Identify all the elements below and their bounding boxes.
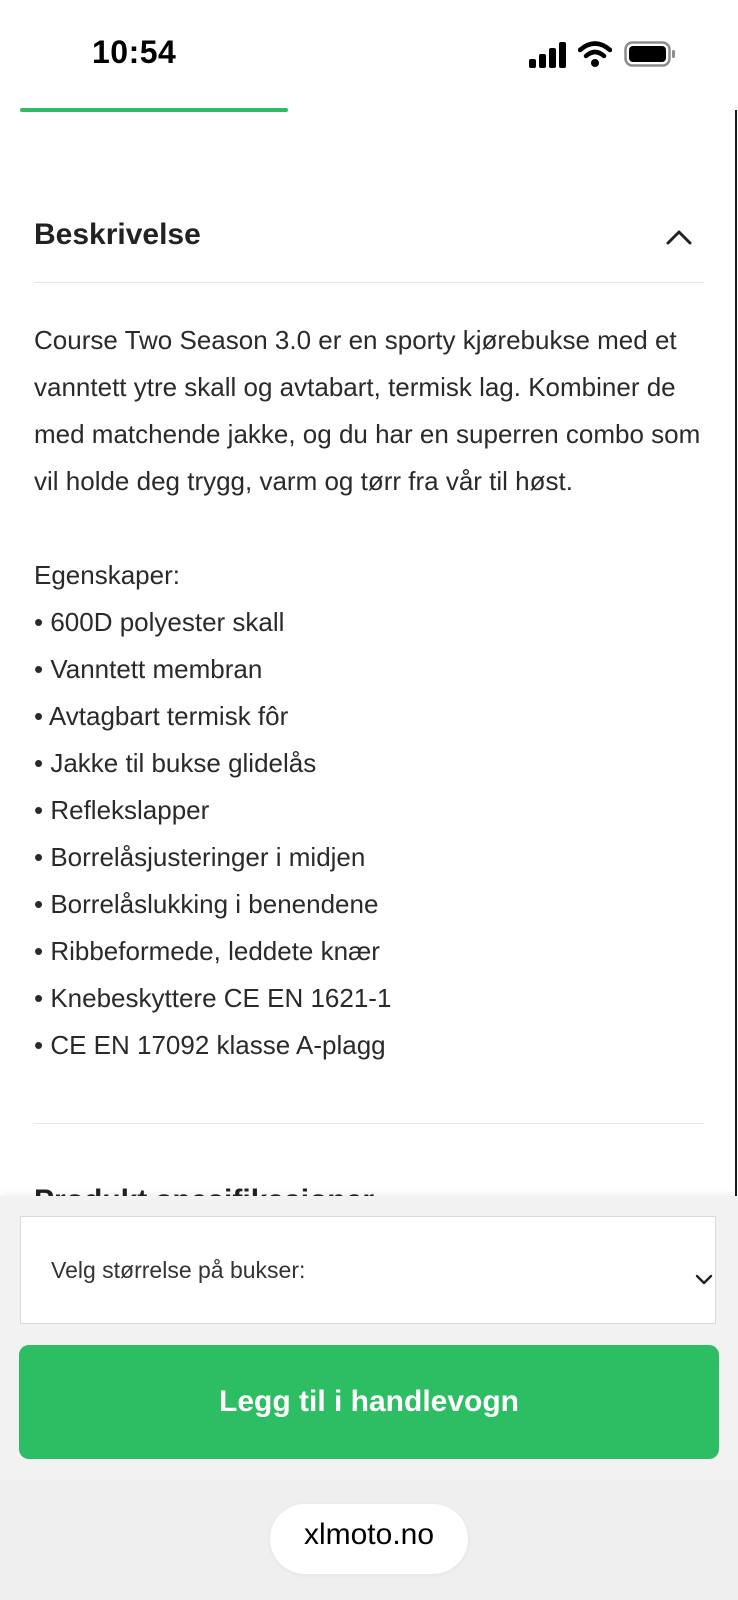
chevron-down-icon: [693, 1269, 715, 1291]
feature-item: • Ribbeformede, leddete knær: [34, 936, 380, 966]
product-description: [34, 317, 714, 1069]
sticky-purchase-panel: [0, 1196, 738, 1480]
feature-item: • 600D polyester skall: [34, 607, 285, 637]
feature-item: • Avtagbart termisk fôr: [34, 701, 289, 731]
feature-item: • Jakke til bukse glidelås: [34, 748, 317, 778]
size-select[interactable]: [20, 1216, 716, 1324]
size-select-label: Velg størrelse på bukser:: [51, 1257, 306, 1283]
active-tab-indicator: [20, 108, 288, 112]
description-text: Course Two Season 3.0 er en sporty kjørebukse med et vanntett ytre skall og avtabart, termisk lag. Kombiner de med matchende jakke, og du har en superren combo som vil holde deg trygg, varm og tørr fra vår til høst.: [34, 325, 701, 496]
features-list: [34, 599, 714, 1069]
accordion-header-description[interactable]: [34, 210, 704, 270]
url-text: xlmoto.no: [303, 1518, 435, 1551]
features-heading: Egenskaper:: [34, 560, 180, 590]
accordion-divider-bottom: [34, 1123, 704, 1124]
accordion-divider-top: [34, 282, 704, 283]
battery-icon: [624, 41, 676, 67]
feature-item: • Reflekslapper: [34, 795, 210, 825]
feature-item: • Knebeskyttere CE EN 1621-1: [34, 983, 392, 1013]
status-time: 10:54: [92, 34, 177, 70]
cellular-signal-icon: [529, 42, 567, 68]
browser-address-bar: [0, 1480, 738, 1600]
feature-item: • CE EN 17092 klasse A-plagg: [34, 1030, 386, 1060]
accordion-title: Beskrivelse: [34, 218, 201, 251]
chevron-up-icon[interactable]: [662, 220, 696, 254]
add-to-cart-button[interactable]: Legg til i handlevogn: [19, 1345, 719, 1459]
url-pill[interactable]: [270, 1504, 468, 1574]
feature-item: • Vanntett membran: [34, 654, 263, 684]
feature-item: • Borrelåsjusteringer i midjen: [34, 842, 366, 872]
status-bar: [0, 0, 738, 108]
feature-item: • Borrelåslukking i benendene: [34, 889, 379, 919]
wifi-icon: [578, 40, 612, 68]
